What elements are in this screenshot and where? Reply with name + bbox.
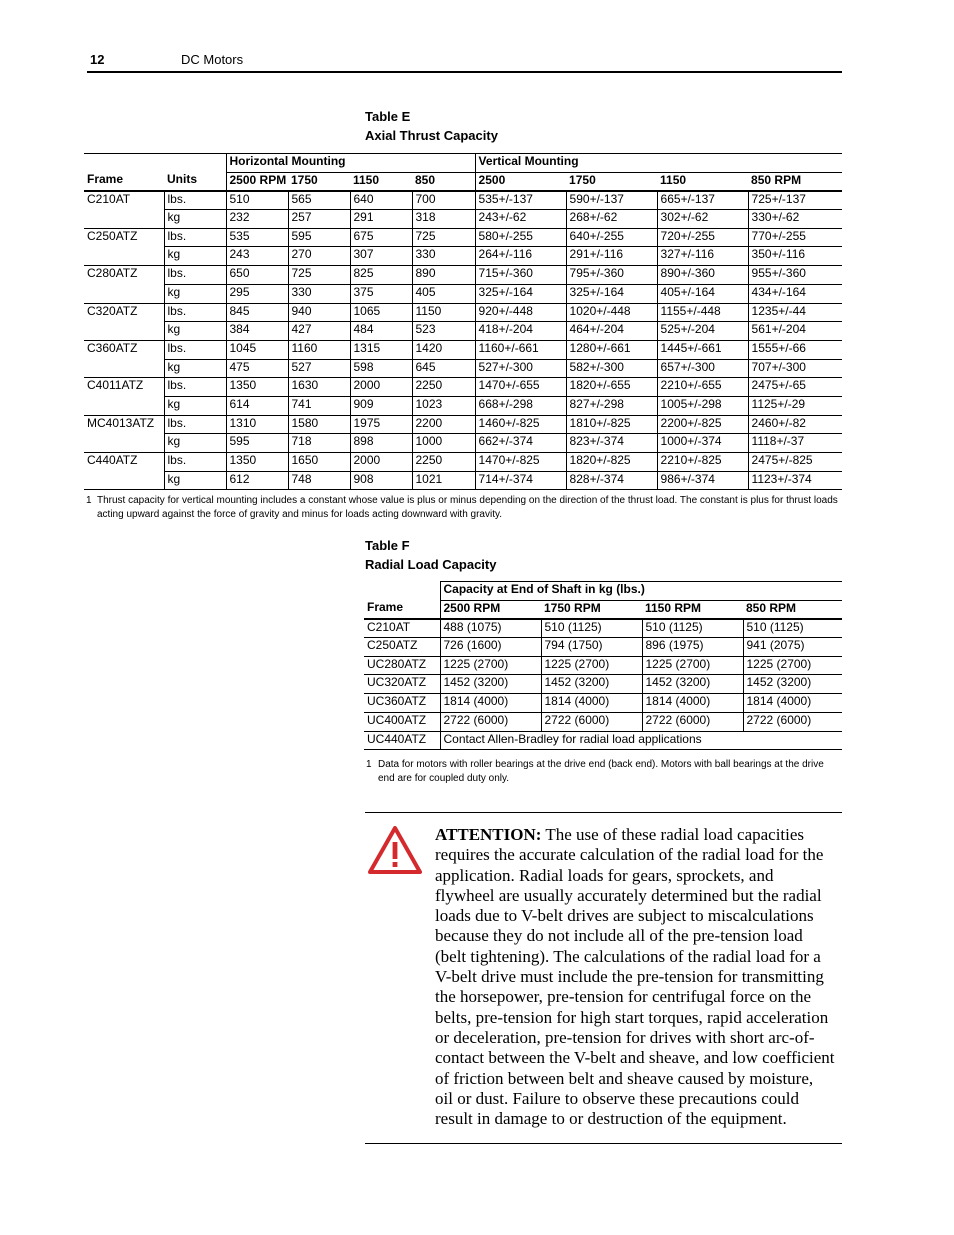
frame-cell: UC400ATZ <box>364 712 440 731</box>
value-cell: 614 <box>226 396 288 415</box>
units-cell: kg <box>164 434 226 453</box>
horizontal-mounting-header: Horizontal Mounting <box>226 154 475 173</box>
column-header: 850 <box>412 172 475 191</box>
value-cell: 1470+/-825 <box>475 453 566 472</box>
value-cell: 2000 <box>350 378 412 397</box>
units-cell: kg <box>164 210 226 229</box>
value-cell: 2475+/-65 <box>748 378 842 397</box>
frame-cell: UC280ATZ <box>364 656 440 675</box>
value-cell: 325+/-164 <box>475 284 566 303</box>
value-cell: 327+/-116 <box>657 247 748 266</box>
value-cell: 590+/-137 <box>566 191 657 210</box>
frame-cell: UC360ATZ <box>364 694 440 713</box>
header-spacer <box>364 582 440 601</box>
value-cell: 920+/-448 <box>475 303 566 322</box>
vertical-mounting-header: Vertical Mounting <box>475 154 842 173</box>
value-cell: 1820+/-655 <box>566 378 657 397</box>
frame-cell: C210AT <box>364 619 440 638</box>
footnote-number: 1 <box>86 495 92 506</box>
value-cell: 2210+/-825 <box>657 453 748 472</box>
value-cell: 827+/-298 <box>566 396 657 415</box>
value-cell: 232 <box>226 210 288 229</box>
value-cell: 1452 (3200) <box>541 675 642 694</box>
value-cell: 1580 <box>288 415 350 434</box>
frame-cell <box>84 210 164 229</box>
value-cell: 464+/-204 <box>566 322 657 341</box>
value-cell: 1555+/-66 <box>748 340 842 359</box>
value-cell: 405 <box>412 284 475 303</box>
table-row <box>364 731 842 750</box>
table-row <box>84 453 842 472</box>
value-cell: 535 <box>226 228 288 247</box>
value-cell: 1814 (4000) <box>743 694 842 713</box>
table-f-label: Table F <box>365 538 410 553</box>
table-e-label: Table E <box>365 109 411 124</box>
capacity-group-header: Capacity at End of Shaft in kg (lbs.) <box>440 582 842 601</box>
radial-load-table <box>364 581 842 750</box>
value-cell: 2200+/-825 <box>657 415 748 434</box>
value-cell: 955+/-360 <box>748 266 842 285</box>
value-cell: 898 <box>350 434 412 453</box>
value-cell: 726 (1600) <box>440 638 541 657</box>
value-cell: 1350 <box>226 453 288 472</box>
value-cell: 725+/-137 <box>748 191 842 210</box>
value-cell: 1975 <box>350 415 412 434</box>
attention-text: The use of these radial load capacities requires the accurate calculation of the radial load for the application. Radial loads for gears, sprockets, and flywheel are usually accurately determined but the radial loads due to V-belt drives are subject to miscalculations because they do not include all of the pre-tension load (belt tightening). The calculations of the radial load for a V-belt drive must include the pre-tension for transmitting the horsepower, pre-tension for centrifugal force on the belts, pre-tension for high start torques, rapid acceleration or deceleration, pre-tension for drives with short arc-of-contact between the V-belt and sheave, and low coefficient of friction between belt and sheave caused by moisture, oil or dust. Failure to observe these precautions could result in damage to or destruction of the equipment. <box>435 825 835 1129</box>
value-cell: 1630 <box>288 378 350 397</box>
value-cell: 243+/-62 <box>475 210 566 229</box>
value-cell: 580+/-255 <box>475 228 566 247</box>
table-row <box>84 359 842 378</box>
units-cell: kg <box>164 396 226 415</box>
units-cell: lbs. <box>164 340 226 359</box>
value-cell: 595 <box>226 434 288 453</box>
frame-cell: UC440ATZ <box>364 731 440 750</box>
value-cell: 640 <box>350 191 412 210</box>
value-cell: 1235+/-44 <box>748 303 842 322</box>
value-cell: 291+/-116 <box>566 247 657 266</box>
units-cell: kg <box>164 284 226 303</box>
value-cell: 1155+/-448 <box>657 303 748 322</box>
value-cell: 330+/-62 <box>748 210 842 229</box>
frame-cell <box>84 396 164 415</box>
value-cell: 1225 (2700) <box>743 656 842 675</box>
value-cell: 700 <box>412 191 475 210</box>
value-cell: 1125+/-29 <box>748 396 842 415</box>
value-cell: 707+/-300 <box>748 359 842 378</box>
table-row <box>364 656 842 675</box>
frame-cell: C250ATZ <box>87 228 138 243</box>
value-cell: 908 <box>350 471 412 490</box>
table-row <box>84 378 842 397</box>
value-cell: 318 <box>412 210 475 229</box>
value-cell: 2722 (6000) <box>743 712 842 731</box>
column-header: 1750 <box>566 172 657 191</box>
footnote-text: Thrust capacity for vertical mounting includes a constant whose value is plus or minus depending on the direction of the thrust load. The constant is plus for thrust loads acting upward against the force of gravity and minus for loads acting downward with gravity. <box>97 495 838 520</box>
table-row <box>84 247 842 266</box>
warning-triangle-icon <box>368 826 422 874</box>
value-cell: 582+/-300 <box>566 359 657 378</box>
value-cell: 1045 <box>226 340 288 359</box>
units-cell: kg <box>164 359 226 378</box>
value-cell: 434+/-164 <box>748 284 842 303</box>
frame-cell <box>84 322 164 341</box>
value-cell: 1123+/-374 <box>748 471 842 490</box>
table-row <box>364 619 842 638</box>
value-cell: 1023 <box>412 396 475 415</box>
value-cell: 1460+/-825 <box>475 415 566 434</box>
value-cell: 828+/-374 <box>566 471 657 490</box>
value-cell: 1280+/-661 <box>566 340 657 359</box>
value-cell: 1452 (3200) <box>440 675 541 694</box>
header-spacer <box>164 154 226 173</box>
value-cell: 2722 (6000) <box>642 712 743 731</box>
value-cell: 510 (1125) <box>541 619 642 638</box>
value-cell: 427 <box>288 322 350 341</box>
column-header: Frame <box>364 600 440 619</box>
header-spacer <box>84 154 164 173</box>
table-row <box>84 210 842 229</box>
units-cell: lbs. <box>164 453 226 472</box>
page-header <box>87 50 842 73</box>
value-cell: 598 <box>350 359 412 378</box>
value-cell: 725 <box>412 228 475 247</box>
value-cell: 405+/-164 <box>657 284 748 303</box>
table-row <box>364 675 842 694</box>
value-cell: 2250 <box>412 378 475 397</box>
value-cell: 295 <box>226 284 288 303</box>
value-cell: 270 <box>288 247 350 266</box>
value-cell: 1452 (3200) <box>642 675 743 694</box>
value-cell: 525+/-204 <box>657 322 748 341</box>
value-cell: 640+/-255 <box>566 228 657 247</box>
value-cell: 909 <box>350 396 412 415</box>
column-header: 1750 RPM <box>541 600 642 619</box>
value-cell: 725 <box>288 266 350 285</box>
table-row <box>84 340 842 359</box>
value-cell: 2722 (6000) <box>541 712 642 731</box>
frame-cell: C320ATZ <box>87 303 138 318</box>
units-cell: lbs. <box>164 228 226 247</box>
value-cell: 794 (1750) <box>541 638 642 657</box>
axial-thrust-table <box>84 153 842 490</box>
value-cell: 523 <box>412 322 475 341</box>
value-cell: 718 <box>288 434 350 453</box>
table-e-caption <box>365 107 498 145</box>
table-row <box>84 415 842 434</box>
frame-cell <box>84 359 164 378</box>
units-cell: lbs. <box>164 303 226 322</box>
frame-cell: C4011ATZ <box>87 378 144 393</box>
units-cell: kg <box>164 471 226 490</box>
units-cell: kg <box>164 322 226 341</box>
value-cell: 595 <box>288 228 350 247</box>
value-cell: 1021 <box>412 471 475 490</box>
value-cell: 510 (1125) <box>743 619 842 638</box>
value-cell: 795+/-360 <box>566 266 657 285</box>
value-cell: 665+/-137 <box>657 191 748 210</box>
column-header: 2500 RPM <box>440 600 541 619</box>
table-row <box>84 471 842 490</box>
value-cell: 1814 (4000) <box>541 694 642 713</box>
attention-notice <box>435 825 835 1129</box>
value-cell: 1160+/-661 <box>475 340 566 359</box>
value-cell: 1118+/-37 <box>748 434 842 453</box>
table-row <box>84 266 842 285</box>
value-cell: 565 <box>288 191 350 210</box>
value-cell: 1820+/-825 <box>566 453 657 472</box>
value-cell: 770+/-255 <box>748 228 842 247</box>
value-cell: 302+/-62 <box>657 210 748 229</box>
value-cell: 527+/-300 <box>475 359 566 378</box>
value-cell: 1310 <box>226 415 288 434</box>
table-row <box>364 694 842 713</box>
frame-cell: C210AT <box>87 191 131 206</box>
units-cell: lbs. <box>164 266 226 285</box>
table-row <box>84 284 842 303</box>
value-cell: 375 <box>350 284 412 303</box>
value-cell: 1065 <box>350 303 412 322</box>
frame-cell <box>84 247 164 266</box>
value-cell: 715+/-360 <box>475 266 566 285</box>
attention-top-rule <box>365 812 842 813</box>
value-cell: 1150 <box>412 303 475 322</box>
value-cell: 1470+/-655 <box>475 378 566 397</box>
frame-cell <box>84 434 164 453</box>
value-cell: 2475+/-825 <box>748 453 842 472</box>
value-cell: 330 <box>412 247 475 266</box>
column-header: 2500 RPM <box>226 172 288 191</box>
table-row <box>84 322 842 341</box>
value-cell: 257 <box>288 210 350 229</box>
value-cell: 741 <box>288 396 350 415</box>
value-cell: 1315 <box>350 340 412 359</box>
value-cell: 2000 <box>350 453 412 472</box>
value-cell: 890 <box>412 266 475 285</box>
column-header: 1150 <box>350 172 412 191</box>
table-row <box>84 191 842 210</box>
value-cell: 986+/-374 <box>657 471 748 490</box>
table-f-footnote <box>366 758 842 788</box>
frame-cell: MC4013ATZ <box>87 415 155 430</box>
value-cell: 488 (1075) <box>440 619 541 638</box>
value-cell: 896 (1975) <box>642 638 743 657</box>
value-cell: 2250 <box>412 453 475 472</box>
value-cell: 1810+/-825 <box>566 415 657 434</box>
frame-cell <box>84 471 164 490</box>
units-cell: lbs. <box>164 415 226 434</box>
value-cell: 2200 <box>412 415 475 434</box>
value-cell: 1160 <box>288 340 350 359</box>
value-cell: 714+/-374 <box>475 471 566 490</box>
value-cell: 1005+/-298 <box>657 396 748 415</box>
value-cell: 845 <box>226 303 288 322</box>
value-cell: 668+/-298 <box>475 396 566 415</box>
value-cell: 1814 (4000) <box>642 694 743 713</box>
table-row <box>84 434 842 453</box>
units-cell: kg <box>164 247 226 266</box>
column-header: 1750 <box>288 172 350 191</box>
column-header: 1150 RPM <box>642 600 743 619</box>
value-cell: 418+/-204 <box>475 322 566 341</box>
value-cell: 650 <box>226 266 288 285</box>
contact-note-cell: Contact Allen-Bradley for radial load applications <box>440 731 842 750</box>
value-cell: 823+/-374 <box>566 434 657 453</box>
value-cell: 890+/-360 <box>657 266 748 285</box>
value-cell: 662+/-374 <box>475 434 566 453</box>
table-e-title: Axial Thrust Capacity <box>365 128 498 143</box>
table-row <box>84 303 842 322</box>
value-cell: 1225 (2700) <box>541 656 642 675</box>
attention-label: ATTENTION: <box>435 825 542 844</box>
value-cell: 1650 <box>288 453 350 472</box>
value-cell: 1225 (2700) <box>642 656 743 675</box>
footnote-number: 1 <box>366 759 372 770</box>
value-cell: 330 <box>288 284 350 303</box>
value-cell: 268+/-62 <box>566 210 657 229</box>
value-cell: 645 <box>412 359 475 378</box>
value-cell: 291 <box>350 210 412 229</box>
units-cell: lbs. <box>164 378 226 397</box>
table-f-title: Radial Load Capacity <box>365 557 497 572</box>
value-cell: 940 <box>288 303 350 322</box>
table-e-footnote <box>86 494 842 524</box>
value-cell: 2210+/-655 <box>657 378 748 397</box>
table-row <box>364 712 842 731</box>
value-cell: 1445+/-661 <box>657 340 748 359</box>
table-row <box>84 228 842 247</box>
value-cell: 825 <box>350 266 412 285</box>
value-cell: 535+/-137 <box>475 191 566 210</box>
value-cell: 1000+/-374 <box>657 434 748 453</box>
value-cell: 748 <box>288 471 350 490</box>
value-cell: 1225 (2700) <box>440 656 541 675</box>
value-cell: 1452 (3200) <box>743 675 842 694</box>
frame-cell: C360ATZ <box>87 340 138 355</box>
frame-cell: C250ATZ <box>364 638 440 657</box>
column-header: Frame <box>84 172 164 191</box>
table-row <box>84 396 842 415</box>
column-header: 850 RPM <box>748 172 842 191</box>
column-header: 850 RPM <box>743 600 842 619</box>
value-cell: 675 <box>350 228 412 247</box>
value-cell: 264+/-116 <box>475 247 566 266</box>
column-header: 2500 <box>475 172 566 191</box>
value-cell: 612 <box>226 471 288 490</box>
value-cell: 2722 (6000) <box>440 712 541 731</box>
units-cell: lbs. <box>164 191 226 210</box>
value-cell: 475 <box>226 359 288 378</box>
running-header-title: DC Motors <box>181 52 244 67</box>
page-number: 12 <box>90 52 105 67</box>
value-cell: 484 <box>350 322 412 341</box>
value-cell: 527 <box>288 359 350 378</box>
value-cell: 1814 (4000) <box>440 694 541 713</box>
value-cell: 657+/-300 <box>657 359 748 378</box>
value-cell: 720+/-255 <box>657 228 748 247</box>
footnote-text: Data for motors with roller bearings at the drive end (back end). Motors with ball bearings at the drive end are for coupled duty only. <box>378 759 824 784</box>
value-cell: 510 <box>226 191 288 210</box>
frame-cell: C280ATZ <box>87 266 138 281</box>
value-cell: 243 <box>226 247 288 266</box>
frame-cell <box>84 284 164 303</box>
table-f-caption <box>365 536 496 574</box>
value-cell: 561+/-204 <box>748 322 842 341</box>
value-cell: 350+/-116 <box>748 247 842 266</box>
column-header: 1150 <box>657 172 748 191</box>
value-cell: 510 (1125) <box>642 619 743 638</box>
value-cell: 307 <box>350 247 412 266</box>
value-cell: 1420 <box>412 340 475 359</box>
value-cell: 941 (2075) <box>743 638 842 657</box>
frame-cell: UC320ATZ <box>364 675 440 694</box>
attention-bottom-rule <box>365 1143 842 1144</box>
value-cell: 1020+/-448 <box>566 303 657 322</box>
value-cell: 2460+/-82 <box>748 415 842 434</box>
frame-cell: C440ATZ <box>87 453 138 467</box>
value-cell: 1000 <box>412 434 475 453</box>
column-header: Units <box>164 172 226 191</box>
value-cell: 384 <box>226 322 288 341</box>
value-cell: 1350 <box>226 378 288 397</box>
table-row <box>364 638 842 657</box>
value-cell: 325+/-164 <box>566 284 657 303</box>
